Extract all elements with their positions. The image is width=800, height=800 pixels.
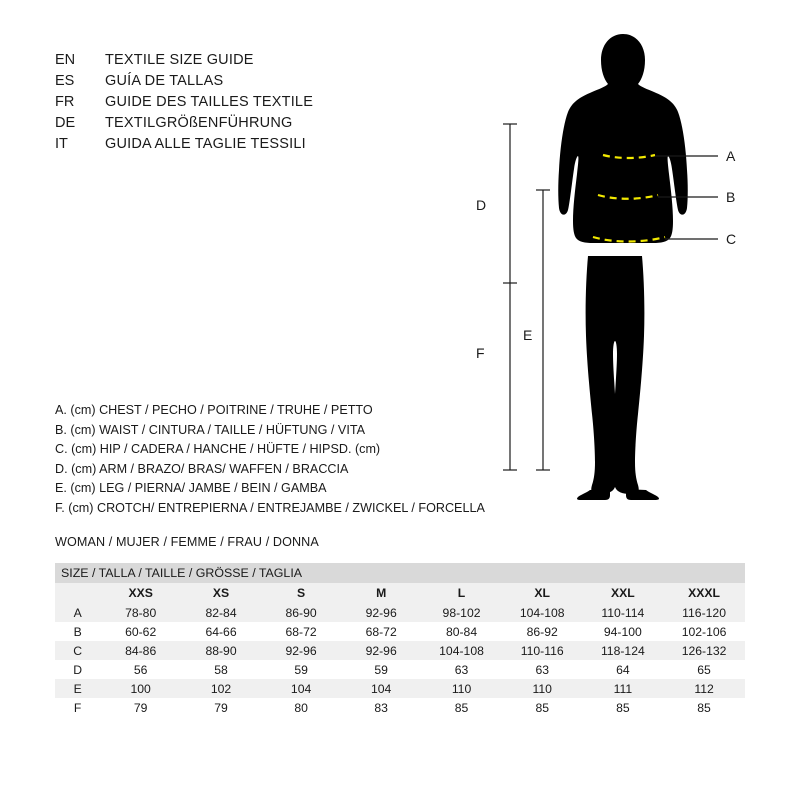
cell-c-xxxl: 126-132: [663, 641, 745, 660]
row-label-a: A: [55, 603, 100, 622]
cell-a-l: 98-102: [421, 603, 502, 622]
label-f: F: [476, 345, 485, 361]
column-xl: XL: [502, 583, 583, 603]
row-label-b: B: [55, 622, 100, 641]
row-label-e: E: [55, 679, 100, 698]
cell-c-l: 104-108: [421, 641, 502, 660]
column-xxs: XXS: [100, 583, 181, 603]
cell-e-xxs: 100: [100, 679, 181, 698]
legend-item-e: E. (cm) LEG / PIERNA/ JAMBE / BEIN / GAMBA: [55, 481, 327, 496]
cell-e-m: 104: [341, 679, 421, 698]
cell-d-xxxl: 65: [663, 660, 745, 679]
cell-f-l: 85: [421, 698, 502, 717]
column-s: S: [261, 583, 341, 603]
title-row-en: [55, 50, 475, 71]
column-xxl: XXL: [583, 583, 664, 603]
cell-f-xxxl: 85: [663, 698, 745, 717]
table-row: [55, 641, 745, 660]
cell-d-l: 63: [421, 660, 502, 679]
cell-a-s: 86-90: [261, 603, 341, 622]
label-c: C: [726, 231, 737, 247]
row-label-c: C: [55, 641, 100, 660]
cell-c-xxs: 84-86: [100, 641, 181, 660]
cell-a-xxl: 110-114: [583, 603, 664, 622]
cell-b-s: 68-72: [261, 622, 341, 641]
cell-b-xxxl: 102-106: [663, 622, 745, 641]
table-row: [55, 698, 745, 717]
row-label-d: D: [55, 660, 100, 679]
legend-item-a: A. (cm) CHEST / PECHO / POITRINE / TRUHE / PETTO: [55, 403, 373, 417]
cell-b-m: 68-72: [341, 622, 421, 641]
size-table-wrapper: [55, 563, 745, 717]
cell-c-xxl: 118-124: [583, 641, 664, 660]
column-xs: XS: [181, 583, 261, 603]
cell-d-s: 59: [261, 660, 341, 679]
measurement-bracket-d: [503, 124, 517, 283]
cell-e-xl: 110: [502, 679, 583, 698]
cell-a-m: 92-96: [341, 603, 421, 622]
label-b: B: [726, 189, 736, 205]
legend-item-f: F. (cm) CROTCH/ ENTREPIERNA / ENTREJAMBE / ZWICKEL / FORCELLA: [55, 500, 485, 515]
cell-b-xs: 64-66: [181, 622, 261, 641]
table-header-row: [55, 563, 745, 583]
table-row: [55, 679, 745, 698]
cell-c-m: 92-96: [341, 641, 421, 660]
cell-a-xl: 104-108: [502, 603, 583, 622]
cell-c-xs: 88-90: [181, 641, 261, 660]
cell-d-xxs: 56: [100, 660, 181, 679]
cell-b-xl: 86-92: [502, 622, 583, 641]
cell-f-s: 80: [261, 698, 341, 717]
title-text-fr: GUIDE DES TAILLES TEXTILE: [105, 94, 314, 110]
language-code-fr: FR: [55, 94, 75, 110]
table-row: [55, 660, 745, 679]
title-row-es: [55, 71, 475, 92]
title-text-en: TEXTILE SIZE GUIDE: [105, 52, 254, 68]
column-xxxl: XXXL: [663, 583, 745, 603]
language-code-de: DE: [55, 115, 76, 131]
label-a: A: [726, 148, 736, 164]
cell-a-xxs: 78-80: [100, 603, 181, 622]
legend-item-b: B. (cm) WAIST / CINTURA / TAILLE / HÜFTUNG / VITA: [55, 422, 365, 437]
cell-d-m: 59: [341, 660, 421, 679]
cell-f-xxs: 79: [100, 698, 181, 717]
cell-b-xxl: 94-100: [583, 622, 664, 641]
cell-d-xl: 63: [502, 660, 583, 679]
cell-e-s: 104: [261, 679, 341, 698]
cell-f-xs: 79: [181, 698, 261, 717]
column-l: L: [421, 583, 502, 603]
table-row: [55, 622, 745, 641]
cell-e-xxxl: 112: [663, 679, 745, 698]
title-text-de: TEXTILGRÖßENFÜHRUNG: [105, 115, 293, 131]
title-text-it: GUIDA ALLE TAGLIE TESSILI: [105, 136, 306, 152]
row-label-f: F: [55, 698, 100, 717]
cell-a-xxxl: 116-120: [663, 603, 745, 622]
cell-b-xxs: 60-62: [100, 622, 181, 641]
language-code-en: EN: [55, 52, 76, 68]
cell-f-m: 83: [341, 698, 421, 717]
language-code-it: IT: [55, 136, 68, 152]
title-row-fr: [55, 92, 475, 113]
table-header-label: SIZE / TALLA / TAILLE / GRÖSSE / TAGLIA: [55, 563, 745, 583]
table-column-row: [55, 583, 745, 603]
cell-e-l: 110: [421, 679, 502, 698]
title-row-it: [55, 134, 475, 155]
measurement-bracket-e: [536, 190, 550, 470]
female-silhouette-icon: [558, 34, 688, 500]
cell-d-xxl: 64: [583, 660, 664, 679]
cell-e-xxl: 111: [583, 679, 664, 698]
title-text-es: GUÍA DE TALLAS: [105, 73, 224, 89]
language-code-es: ES: [55, 73, 75, 89]
cell-f-xl: 85: [502, 698, 583, 717]
legend-block: [55, 401, 535, 552]
title-block: [55, 50, 475, 155]
legend-item-c: C. (cm) HIP / CADERA / HANCHE / HÜFTE / HIPSD. (cm): [55, 442, 381, 457]
cell-c-s: 92-96: [261, 641, 341, 660]
cell-f-xxl: 85: [583, 698, 664, 717]
cell-e-xs: 102: [181, 679, 261, 698]
label-e: E: [523, 327, 533, 343]
title-row-de: [55, 113, 475, 134]
table-row: [55, 603, 745, 622]
cell-d-xs: 58: [181, 660, 261, 679]
label-d: D: [476, 197, 487, 213]
gender-label: WOMAN / MUJER / FEMME / FRAU / DONNA: [55, 534, 319, 549]
cell-a-xs: 82-84: [181, 603, 261, 622]
cell-c-xl: 110-116: [502, 641, 583, 660]
size-table: [55, 563, 745, 717]
column-m: M: [341, 583, 421, 603]
cell-b-l: 80-84: [421, 622, 502, 641]
column-corner-cell: [55, 583, 100, 603]
legend-item-d: D. (cm) ARM / BRAZO/ BRAS/ WAFFEN / BRACCIA: [55, 461, 349, 476]
